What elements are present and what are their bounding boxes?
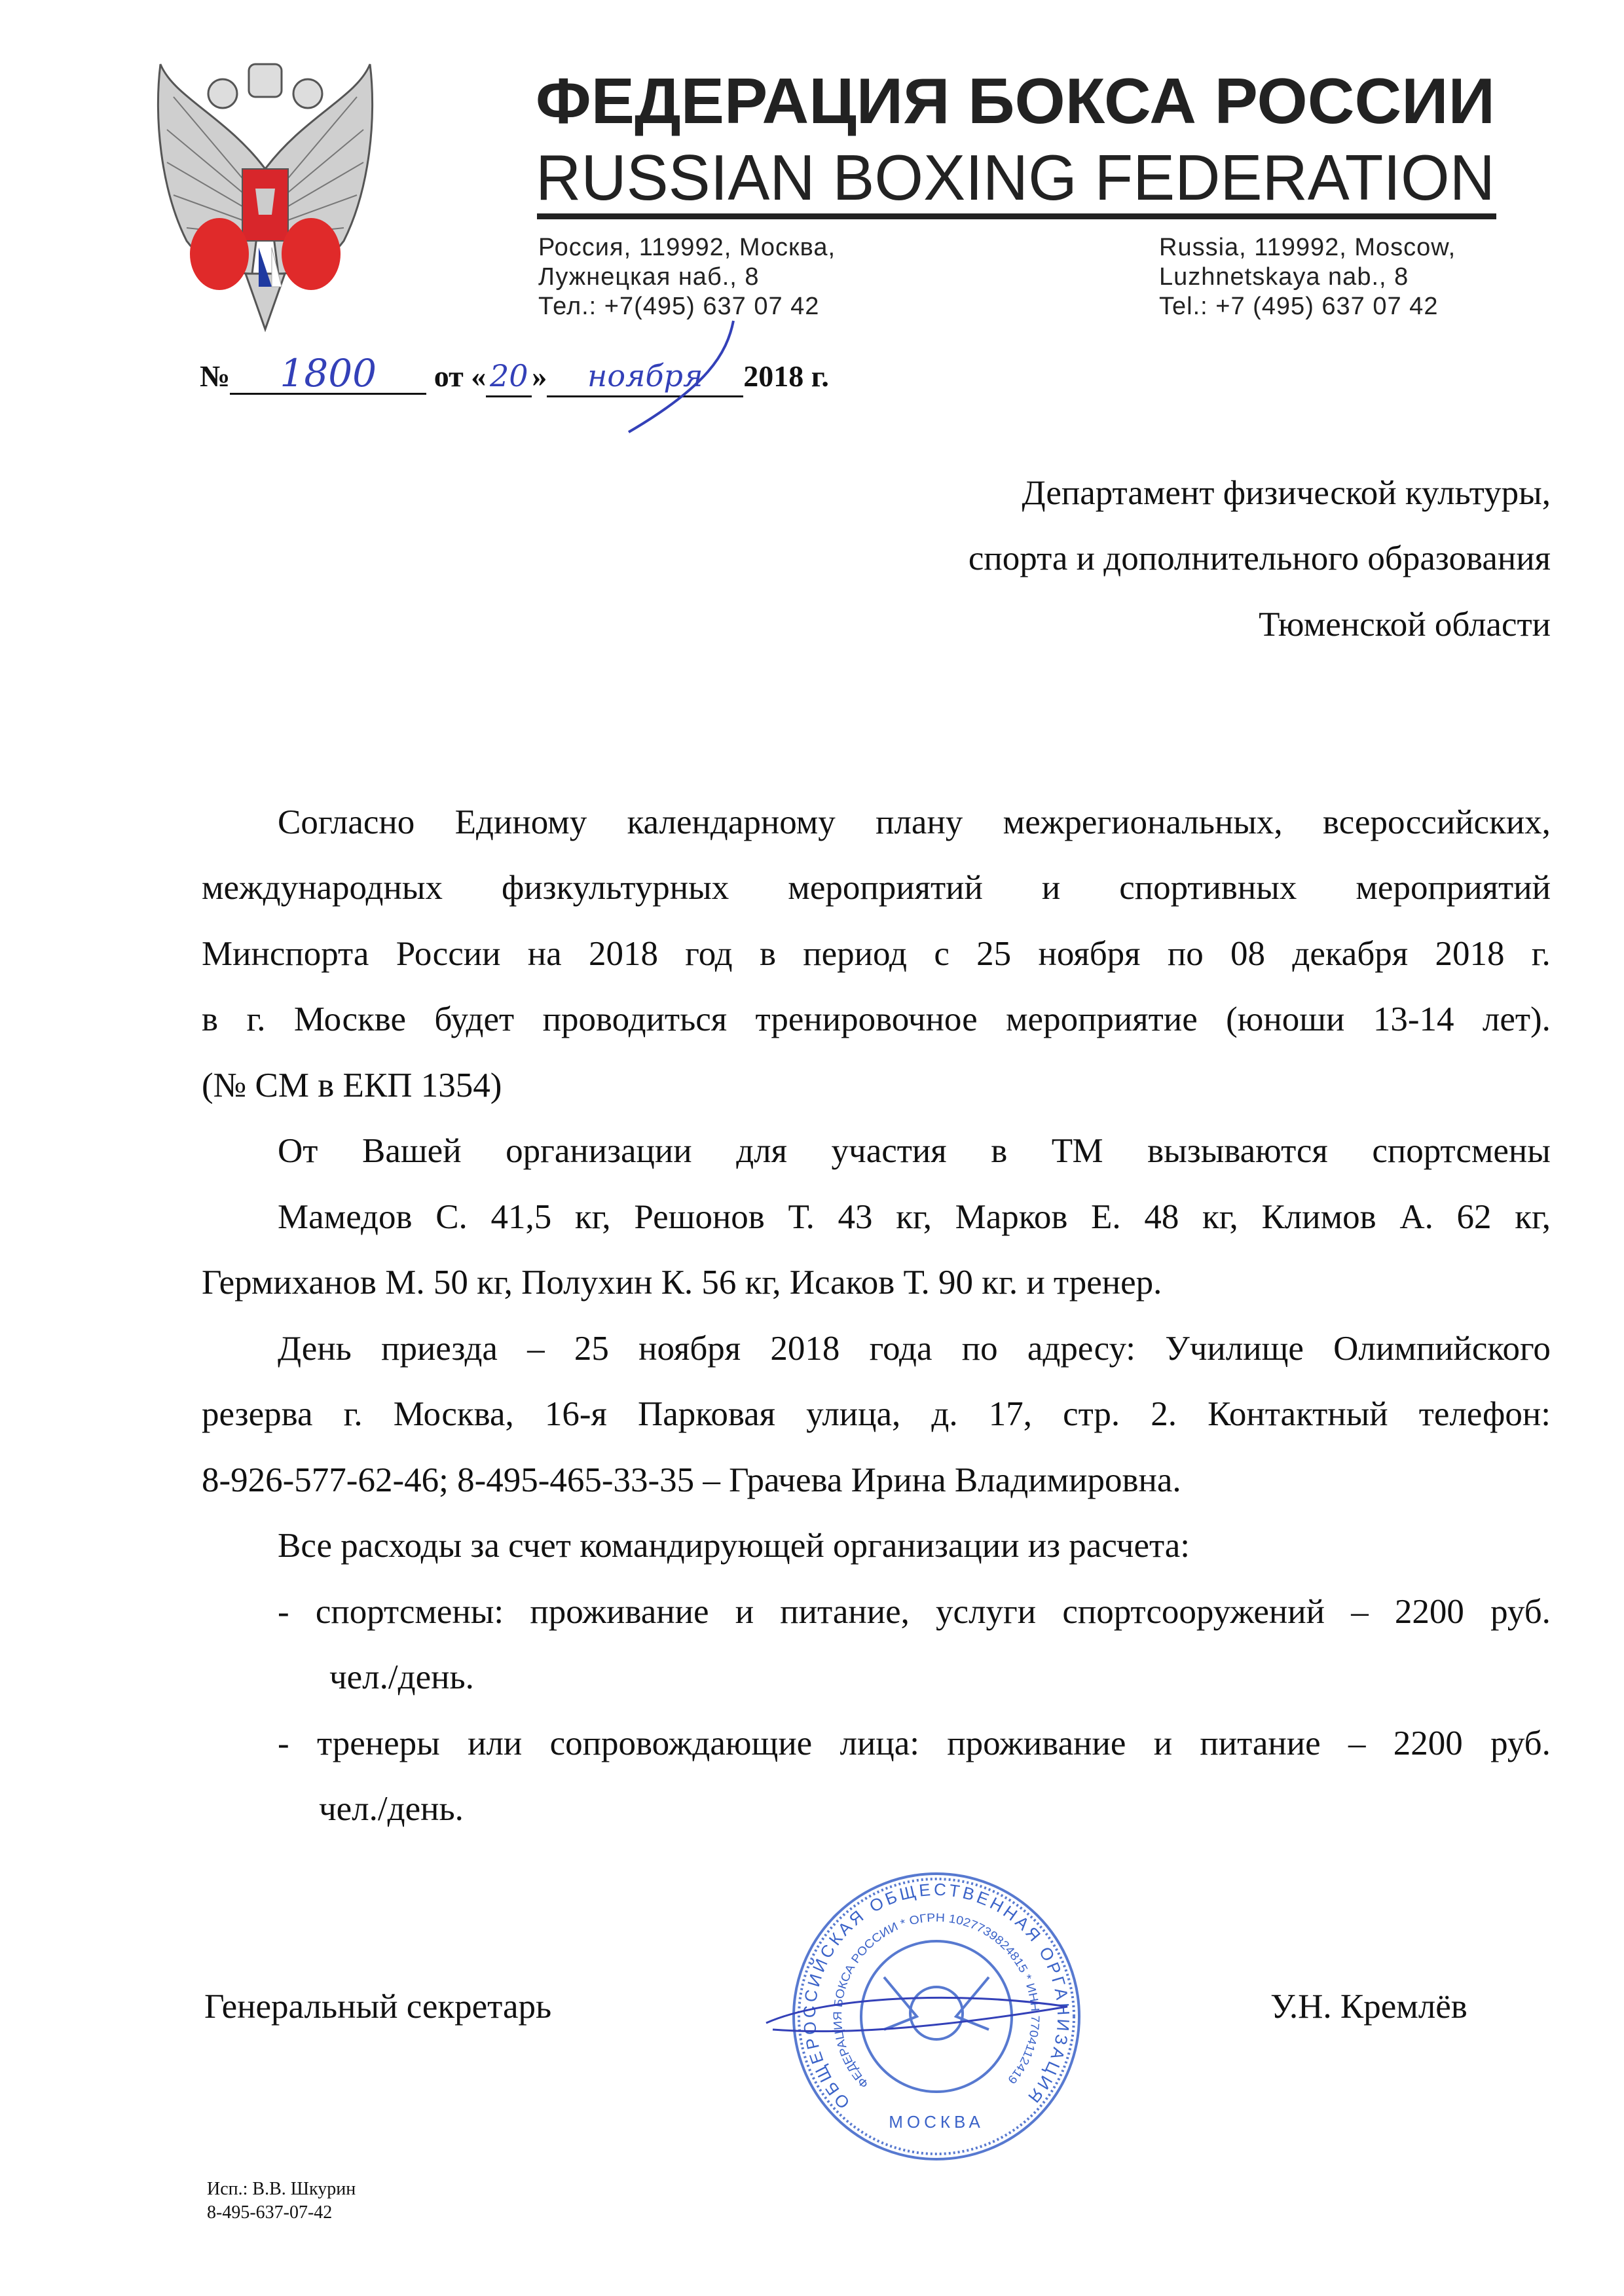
word: 2018 — [770, 1330, 840, 1368]
executor-phone: 8-495-637-07-42 — [207, 2202, 333, 2223]
body-line — [278, 1579, 1551, 1645]
word: Марков — [955, 1198, 1068, 1236]
word: или — [468, 1724, 523, 1762]
word: Е. — [1091, 1198, 1121, 1236]
word: по — [1167, 935, 1204, 973]
recipient-line: Департамент физической культуры, — [1022, 474, 1551, 512]
word: мероприятие — [1006, 1000, 1198, 1038]
word: мероприятий — [1356, 869, 1551, 907]
word: Контактный — [1208, 1395, 1388, 1433]
address-ru-line: Лужнецкая наб., 8 — [538, 263, 760, 291]
stamp-outer-text: ОБЩЕРОССИЙСКАЯ ОБЩЕСТВЕННАЯ ОРГАНИЗАЦИЯ — [799, 1879, 1074, 2113]
signatory-position: Генеральный секретарь — [204, 1988, 552, 2026]
word: 08 — [1230, 935, 1266, 973]
address-ru-line: Тел.: +7(495) 637 07 42 — [538, 293, 820, 320]
body-line — [278, 1316, 1551, 1381]
title-ru: ФЕДЕРАЦИЯ БОКСА РОССИИ — [536, 65, 1495, 137]
word: период — [803, 935, 907, 973]
word: питание, — [780, 1593, 910, 1631]
word: года — [869, 1330, 932, 1368]
word: и — [735, 1593, 754, 1631]
date-year: 2018 г. — [743, 359, 829, 393]
word: Олимпийского — [1333, 1330, 1551, 1368]
word: А. — [1399, 1198, 1433, 1236]
word: ноября — [1038, 935, 1141, 973]
word: Минспорта — [202, 935, 369, 973]
word: стр. — [1063, 1395, 1120, 1433]
body-line — [202, 1381, 1551, 1447]
word: 41,5 — [490, 1198, 552, 1236]
word: проживание — [947, 1724, 1126, 1762]
word: питание — [1200, 1724, 1321, 1762]
word: спортивных — [1119, 869, 1297, 907]
body-line — [278, 1711, 1551, 1776]
body-line — [202, 921, 1551, 987]
body-line: Гермиханов М. 50 кг, Полухин К. 56 кг, Исаков Т. 90 кг. и тренер. — [202, 1264, 1162, 1302]
word: – — [527, 1330, 545, 1368]
word: лет). — [1482, 1000, 1551, 1038]
word: услуги — [936, 1593, 1037, 1631]
word: ноября — [638, 1330, 741, 1368]
word: организации — [506, 1132, 692, 1170]
word: мероприятий — [788, 869, 983, 907]
word: 17, — [988, 1395, 1032, 1433]
word: кг, — [1202, 1198, 1238, 1236]
body-line — [278, 1118, 1551, 1184]
word: ТМ — [1051, 1132, 1103, 1170]
word: межрегиональных, — [1003, 803, 1283, 841]
word: – — [1351, 1593, 1369, 1631]
word: 2. — [1151, 1395, 1177, 1433]
word: Училище — [1165, 1330, 1304, 1368]
word: приезда — [381, 1330, 498, 1368]
word: д. — [931, 1395, 958, 1433]
date-day: 20 — [486, 356, 532, 397]
word: 48 — [1144, 1198, 1179, 1236]
signatory-name: У.Н. Кремлёв — [1270, 1988, 1467, 2026]
header-rule — [537, 213, 1496, 219]
signature-scribble — [760, 1984, 1074, 2043]
number-label: № — [200, 359, 231, 393]
word: руб. — [1490, 1724, 1551, 1762]
word: будет — [434, 1000, 515, 1038]
address-en-line: Russia, 119992, Moscow, — [1159, 234, 1456, 261]
word: 25 — [574, 1330, 609, 1368]
word: и — [1153, 1724, 1173, 1762]
word: Парковая — [637, 1395, 776, 1433]
word: декабря — [1292, 935, 1409, 973]
stamp-inner-text: ФЕДЕРАЦИЯ БОКСА РОССИИ * ОГРН 1027739824815 * ИНН 7704112419 — [830, 1910, 1043, 2091]
word: г. — [1531, 935, 1551, 973]
word: плану — [876, 803, 963, 841]
word: Москва, — [393, 1395, 514, 1433]
body-line: чел./день. — [329, 1658, 474, 1696]
word: День — [278, 1330, 352, 1368]
word: г. — [343, 1395, 363, 1433]
word: календарному — [627, 803, 836, 841]
word: лица: — [840, 1724, 919, 1762]
word: 16-я — [544, 1395, 607, 1433]
word: - — [278, 1724, 289, 1762]
word: России — [396, 935, 501, 973]
address-en-line: Tel.: +7 (495) 637 07 42 — [1159, 293, 1439, 320]
word: участия — [831, 1132, 947, 1170]
address-ru-line: Россия, 119992, Москва, — [538, 234, 836, 261]
word: спортсмены — [1372, 1132, 1551, 1170]
word: кг, — [896, 1198, 932, 1236]
word: 2200 — [1394, 1593, 1464, 1631]
word: - — [278, 1593, 289, 1631]
word: г. — [246, 1000, 266, 1038]
word: 25 — [976, 935, 1012, 973]
word: улица, — [806, 1395, 901, 1433]
stamp-city: МОСКВА — [889, 2112, 984, 2132]
word: тренеры — [316, 1724, 440, 1762]
word: 62 — [1456, 1198, 1492, 1236]
recipient-line: Тюменской области — [1259, 606, 1551, 644]
title-en: RUSSIAN BOXING FEDERATION — [536, 141, 1495, 210]
date-month: ноября — [547, 356, 743, 397]
word: кг, — [1515, 1198, 1551, 1236]
word: спортсмены: — [315, 1593, 504, 1631]
body-line: 8-926-577-62-46; 8-495-465-33-35 – Грачева Ирина Владимировна. — [202, 1461, 1181, 1499]
word: в — [202, 1000, 219, 1038]
word: 43 — [838, 1198, 873, 1236]
word: всероссийских, — [1323, 803, 1551, 841]
word: 2018 — [1435, 935, 1505, 973]
word: на — [527, 935, 562, 973]
body-line — [278, 790, 1551, 855]
word: адресу: — [1027, 1330, 1136, 1368]
word: с — [934, 935, 950, 973]
word: руб. — [1490, 1593, 1551, 1631]
word: телефон: — [1418, 1395, 1551, 1433]
letterhead-title — [536, 65, 1498, 210]
word: Москве — [293, 1000, 406, 1038]
word: От — [278, 1132, 318, 1170]
word: в — [991, 1132, 1008, 1170]
address-en-line: Luzhnetskaya nab., 8 — [1159, 263, 1409, 291]
word: спортсооружений — [1062, 1593, 1325, 1631]
body-line: чел./день. — [319, 1790, 464, 1828]
word: 2200 — [1393, 1724, 1463, 1762]
word: Согласно — [278, 803, 415, 841]
word: 2018 — [588, 935, 658, 973]
word: – — [1348, 1724, 1366, 1762]
word: Решонов — [634, 1198, 765, 1236]
address-ru — [538, 233, 836, 321]
word: сопровождающие — [549, 1724, 813, 1762]
word: для — [736, 1132, 787, 1170]
word: физкультурных — [501, 869, 729, 907]
word: Т. — [788, 1198, 815, 1236]
word: Вашей — [361, 1132, 462, 1170]
executor: Исп.: В.В. Шкурин — [207, 2179, 356, 2199]
word: по — [961, 1330, 998, 1368]
word: 13-14 — [1373, 1000, 1454, 1038]
body-line — [278, 1184, 1551, 1250]
word: вызываются — [1147, 1132, 1328, 1170]
document-number: 1800 — [230, 354, 426, 395]
word: С. — [435, 1198, 468, 1236]
word: резерва — [202, 1395, 313, 1433]
word: Климов — [1261, 1198, 1376, 1236]
word: в — [759, 935, 776, 973]
date-close-quote: » — [532, 359, 547, 393]
body-line — [202, 987, 1551, 1052]
word: и — [1041, 869, 1061, 907]
body-line: (№ СМ в ЕКП 1354) — [202, 1066, 502, 1104]
word: проживание — [530, 1593, 709, 1631]
recipient-line: спорта и дополнительного образования — [968, 539, 1551, 577]
body-line — [202, 855, 1551, 920]
handwritten-flourish — [576, 314, 773, 439]
word: тренировочное — [755, 1000, 978, 1038]
word: международных — [202, 869, 443, 907]
word: Мамедов — [278, 1198, 413, 1236]
word: Единому — [454, 803, 587, 841]
word: кг, — [574, 1198, 611, 1236]
date-label: от « — [434, 359, 487, 393]
address-en — [1159, 233, 1456, 321]
word: (юноши — [1226, 1000, 1345, 1038]
word: проводиться — [542, 1000, 728, 1038]
federation-logo — [147, 58, 383, 333]
word: год — [685, 935, 733, 973]
body-line: Все расходы за счет командирующей организации из расчета: — [278, 1527, 1190, 1565]
